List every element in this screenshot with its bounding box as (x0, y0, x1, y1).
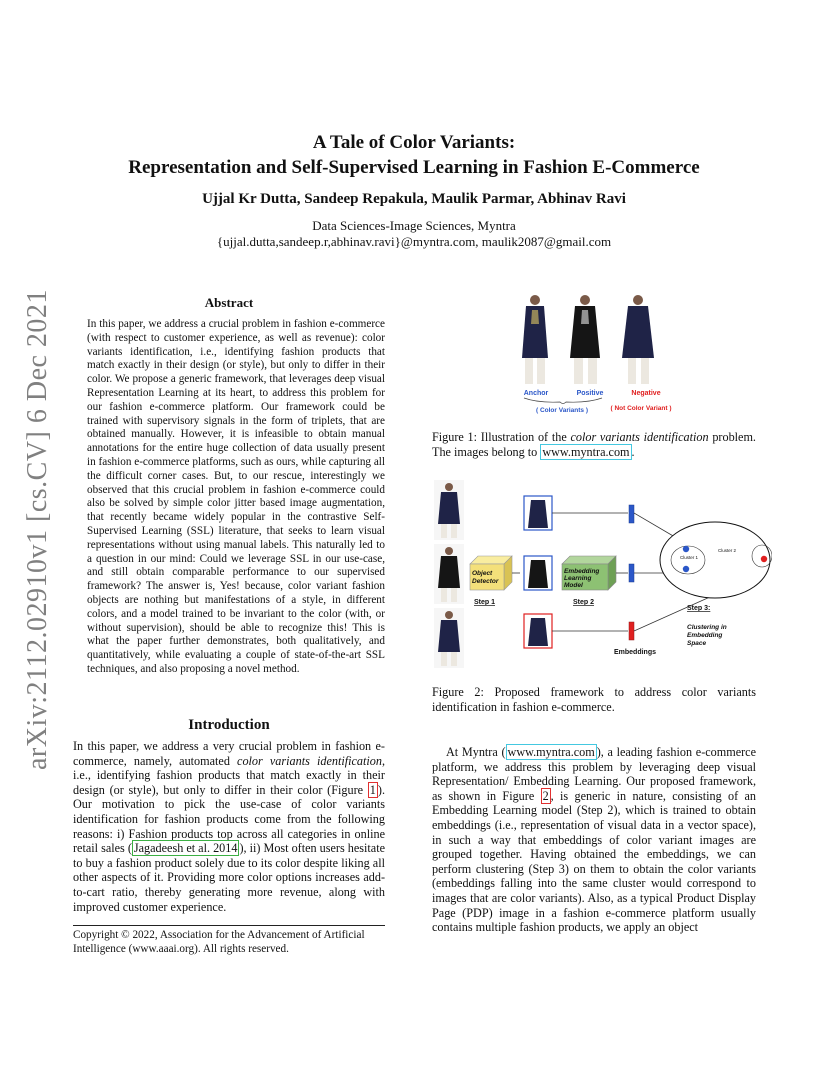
fig1-caption-italic: color variants identification (570, 430, 709, 444)
embeddings-label: Embeddings (614, 649, 657, 656)
abstract-text: In this paper, we address a crucial problem in fashion e-commerce (with respect to customer experience, as well as revenue): color variants identification, i.e., identifying fashion products that match exactly in their design (or style), but only to differ in their color. We propose a generic framework, that leverages deep visual Representation Learning at its heart, to address this problem for our fashion e-commerce platform. Our framework could be trained with supervisory signals in the form of triplets, that are obtained manually. However, it is infeasible to obtain manual annotations for the entire huge collection of data usually present in fashion e-commerce platforms, such as ours, while capturing all the difficult corner cases. But, to our rescue, interestingly we observed that this crucial problem in fashion e-commerce could also be solved by simple color jitter based image augmentation, that recently became widely popular in the contrastive Self-Supervised Learning (SSL) literature, that seeks to learn visual representations without using manual labels. This naturally led to a question in our mind: Could we leverage SSL in our use-case, and still obtain comparable performance to our supervised framework? The answer is, Yes! because, color variant fashion objects are nothing but manifestations of a style, in different colors, and a model trained to be invariant to the color (with, or without supervision), should be able to recognize this! This is what the paper further demonstrates, both qualitatively, and quantitatively, while evaluating a couple of state-of-the-art SSL techniques, and also proposing a novel method. (87, 318, 385, 675)
anchor-label: Anchor (523, 390, 549, 397)
introduction-heading: Introduction (188, 717, 270, 733)
right-para-text-3: , is generic in nature, consisting of an Embedding Learning model (Step 2), which is trained to obtain embeddings (i.e., representation of visual data in a vector space), in such a way that embeddings of color variant images are grouped together. Having obtained the embeddings, we can perform clustering (Step 3) on them to obtain the color variants (embeddings falling into the same cluster would correspond to images that are color variants). Also, as a typical Product Display Page (PDP) image in a fashion e-commerce platform usually contains multiple fashion products, we apply an object (432, 788, 756, 935)
citation-jagadeesh-link[interactable]: Jagadeesh et al. 2014 (133, 841, 238, 856)
right-para-text-2: ), a leading fashion e-commerce platform, we address this problem by leveraging deep visual Representation/ Embedding Learning. Our proposed framework, as shown in Figure (432, 745, 756, 803)
figure-1-caption (432, 430, 756, 459)
right-para-text-1: At Myntra ( (446, 745, 506, 759)
paper-title (0, 130, 828, 180)
embedding-space-ellipse (660, 522, 770, 598)
input-image-2 (434, 544, 464, 604)
title-line-2: Representation and Self-Supervised Learning in Fashion E-Commerce (128, 157, 700, 178)
affiliation-block (0, 218, 828, 250)
embedding-vector-2 (629, 564, 634, 582)
myntra-link[interactable]: www.myntra.com (542, 444, 630, 459)
input-image-3 (434, 608, 464, 668)
affiliation: Data Sciences-Image Sciences, Myntra (312, 218, 516, 233)
abstract-heading: Abstract (204, 295, 254, 310)
clustering-label: Clustering in Embedding Space (687, 624, 727, 647)
introduction-paragraph (73, 739, 385, 914)
embedding-vector-3 (629, 622, 634, 640)
right-column-paragraph (432, 745, 756, 935)
color-variants-label: ( Color Variants ) (535, 407, 589, 414)
emails: {ujjal.dutta,sandeep.r,abhinav.ravi}@myntra.com, maulik2087@gmail.com (216, 234, 612, 249)
figure-2-caption: Figure 2: Proposed framework to address color variants identification in fashion e-commerce. (432, 685, 756, 714)
cluster-1-point-b (683, 566, 689, 572)
intro-italic-term: color variants identification (237, 753, 382, 768)
cropped-product-2 (524, 556, 552, 590)
intro-text-4: ), ii) Most often users hesitate to buy a fashion product solely due to its color despite liking all other aspects of it. Providing more color options increases add-to-cart ratio, thereby generating more revenue, along with improved customer experience. (73, 841, 385, 914)
cluster-1-point-a (683, 546, 689, 552)
arxiv-identifier: arXiv:2112.02910v1 [cs.CV] 6 Dec 2021 (22, 289, 53, 770)
myntra-link-2[interactable]: www.myntra.com (507, 745, 595, 759)
step-3-label: Step 3: (687, 605, 711, 612)
intro-text-2: , i.e., identifying fashion products that match exactly in their design (or style), but only to differ in their color (Figure (73, 753, 385, 797)
anchor-model-image (522, 295, 548, 384)
figure-1-link[interactable]: 1 (369, 782, 376, 797)
fig1-caption-text-2: problem. The images belong to (432, 430, 756, 459)
negative-model-image (622, 295, 654, 384)
authors: Ujjal Kr Dutta, Sandeep Repakula, Maulik Parmar, Abhinav Ravi (202, 191, 626, 207)
figure-1-illustration (508, 290, 683, 416)
fig1-caption-text-1: Figure 1: Illustration of the (432, 430, 571, 444)
title-line-1: A Tale of Color Variants: (312, 132, 516, 153)
input-image-1 (434, 480, 464, 540)
copyright-notice: Copyright © 2022, Association for the Advancement of Artificial Intelligence (www.aaai.org). All rights reserved. (73, 925, 385, 956)
step-1-label: Step 1 (474, 599, 496, 606)
embedding-vector-1 (629, 505, 634, 523)
intro-text-1: In this paper, we address a very crucial problem in fashion e-commerce, namely, automated (73, 739, 385, 768)
not-color-variant-label: ( Not Color Variant ) (610, 405, 672, 412)
intro-text-3: ). Our motivation to pick the use-case of color variants identification for fashion products come from the following reasons: i) Fashion products top across all categories in online retail sales ( (73, 782, 385, 856)
figure-2 (432, 478, 772, 670)
figure-2-link[interactable]: 2 (542, 788, 549, 803)
figure-2-framework-diagram (432, 478, 772, 670)
cluster-2-point (761, 556, 767, 562)
step-2-label: Step 2 (573, 599, 595, 606)
positive-model-image (570, 295, 600, 384)
cluster-1-label: Cluster 1 (680, 555, 699, 560)
object-detector-label: Object Detector (472, 570, 499, 585)
embedding-model-label: Embedding Learning Model (564, 568, 600, 589)
embedding-model-box (562, 556, 616, 590)
cropped-product-1 (524, 496, 552, 530)
cluster-2-label: Cluster 2 (718, 548, 737, 553)
positive-label: Positive (576, 390, 604, 397)
figure-1 (508, 290, 683, 416)
negative-label: Negative (631, 390, 661, 397)
fig1-caption-text-3: . (631, 444, 635, 459)
cropped-product-3 (524, 614, 552, 648)
object-detector-box (470, 556, 512, 590)
